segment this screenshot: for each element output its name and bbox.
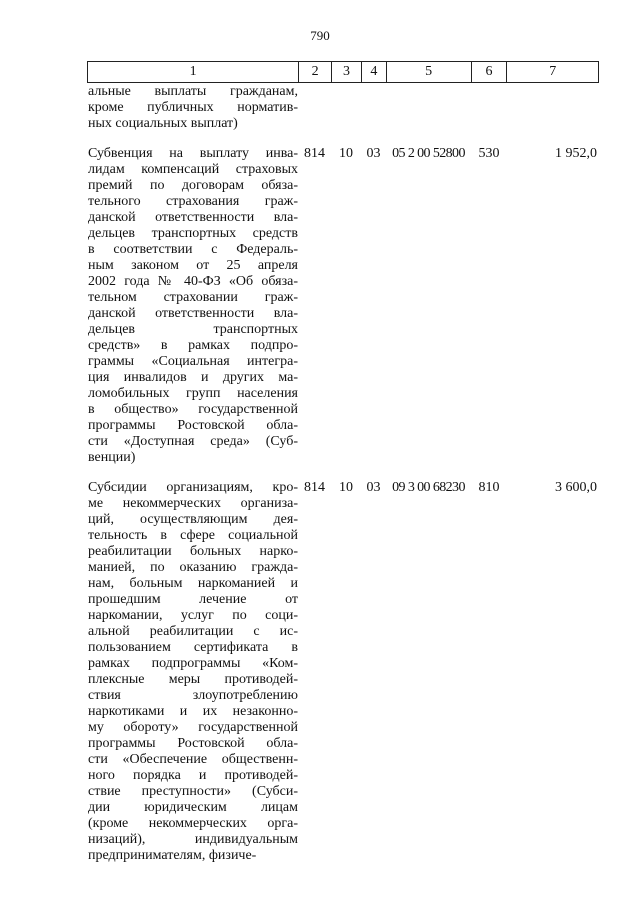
- description-line: программы Ростовской обла-: [88, 736, 298, 751]
- row-col-3: 10: [339, 480, 353, 495]
- row-col-2: 814: [304, 146, 325, 161]
- description-line: реабилитации больных нарко-: [88, 544, 298, 559]
- description-line: в общество» государственной: [88, 402, 298, 417]
- header-col-2: 2: [298, 62, 331, 82]
- description-line: дельцев транспортных: [88, 322, 298, 337]
- description-line: альной реабилитации с ис-: [88, 624, 298, 639]
- description-line: тельного страхования граж-: [88, 194, 298, 209]
- table-header: [87, 61, 599, 83]
- description-line: Субсидии организациям, кро-: [88, 480, 298, 495]
- row-col-3: [331, 84, 361, 132]
- row-col-4: 03: [366, 480, 381, 495]
- header-col-7: 7: [506, 62, 598, 82]
- row-col-3: 10: [339, 146, 353, 161]
- row-col-5: 05 2 00 52800: [392, 146, 465, 161]
- description-line: в соответствии с Федераль-: [88, 242, 298, 257]
- description-line: ция инвалидов и других ма-: [88, 370, 298, 385]
- row-col-2: [298, 84, 331, 132]
- description-line: низаций), индивидуальным: [88, 832, 298, 847]
- header-col-5: 5: [386, 62, 471, 82]
- row-spacer: [87, 466, 599, 480]
- description-line: сти «Доступная среда» (Суб-: [88, 434, 298, 449]
- row-col-7: 1 952,0: [555, 146, 597, 161]
- description-line: средств» в рамках подпро-: [88, 338, 298, 353]
- table-row: [87, 480, 599, 864]
- header-col-3: 3: [331, 62, 361, 82]
- table-row: [87, 84, 599, 132]
- description-line: данской ответственности вла-: [88, 210, 298, 225]
- description-line: ций, осуществляющим дея-: [88, 512, 298, 527]
- row-col-4: [361, 84, 386, 132]
- table-row: [87, 146, 599, 466]
- description-line: граммы «Социальная интегра-: [88, 354, 298, 369]
- row-col-5: 09 3 00 68230: [392, 480, 465, 495]
- row-description: [87, 146, 298, 466]
- description-line: Субвенция на выплату инва-: [88, 146, 298, 161]
- description-line: наркомании, услуг по соци-: [88, 608, 298, 623]
- row-col-7: [507, 84, 599, 132]
- row-description: [87, 84, 298, 132]
- description-line: ного порядка и противодей-: [88, 768, 298, 783]
- description-line: альные выплаты гражданам,: [88, 84, 298, 99]
- description-line: премий по договорам обяза-: [88, 178, 298, 193]
- row-description: [87, 480, 298, 864]
- description-line: рамках подпрограммы «Ком-: [88, 656, 298, 671]
- description-line: дии юридическим лицам: [88, 800, 298, 815]
- description-line: дельцев транспортных средств: [88, 226, 298, 241]
- description-line: ломобильных групп населения: [88, 386, 298, 401]
- description-line: лидам компенсаций страховых: [88, 162, 298, 177]
- description-line: прошедшим лечение от: [88, 592, 298, 607]
- description-line: ствие преступности» (Субси-: [88, 784, 298, 799]
- row-col-6: 530: [478, 146, 500, 161]
- row-col-6: 810: [478, 480, 500, 495]
- header-col-1: 1: [189, 64, 197, 79]
- description-line: ным законом от 25 апреля: [88, 258, 298, 273]
- row-col-7: 3 600,0: [555, 480, 597, 495]
- description-line: тельность в сфере социальной: [88, 528, 298, 543]
- page-number: 790: [310, 28, 330, 43]
- row-col-4: 03: [366, 146, 381, 161]
- description-line: нам, больным наркоманией и: [88, 576, 298, 591]
- row-spacer: [87, 132, 599, 146]
- description-line: ных социальных выплат): [88, 116, 238, 131]
- row-col-2: 814: [304, 480, 325, 495]
- description-line: 2002 года № 40-ФЗ «Об обяза-: [88, 274, 298, 289]
- description-line: пользованием сертификата в: [88, 640, 298, 655]
- description-line: программы Ростовской обла-: [88, 418, 298, 433]
- description-line: венции): [88, 450, 136, 465]
- description-line: наркотиками и их незаконно-: [88, 704, 298, 719]
- description-line: кроме публичных норматив-: [88, 100, 298, 115]
- header-col-6: 6: [471, 62, 507, 82]
- row-col-6: [471, 84, 507, 132]
- description-line: плексные меры противодей-: [88, 672, 298, 687]
- header-col-4: 4: [361, 62, 386, 82]
- description-line: предпринимателям, физиче-: [88, 848, 257, 863]
- table-body: [87, 84, 599, 864]
- description-line: данской ответственности вла-: [88, 306, 298, 321]
- description-line: сти «Обеспечение общественн-: [88, 752, 298, 767]
- description-line: (кроме некоммерческих орга-: [88, 816, 298, 831]
- description-line: тельном страховании граж-: [88, 290, 298, 305]
- row-col-5: [386, 84, 471, 132]
- description-line: манией, по оказанию гражда-: [88, 560, 298, 575]
- description-line: ме некоммерческих организа-: [88, 496, 298, 511]
- description-line: му обороту» государственной: [88, 720, 298, 735]
- description-line: ствия злоупотреблению: [88, 688, 298, 703]
